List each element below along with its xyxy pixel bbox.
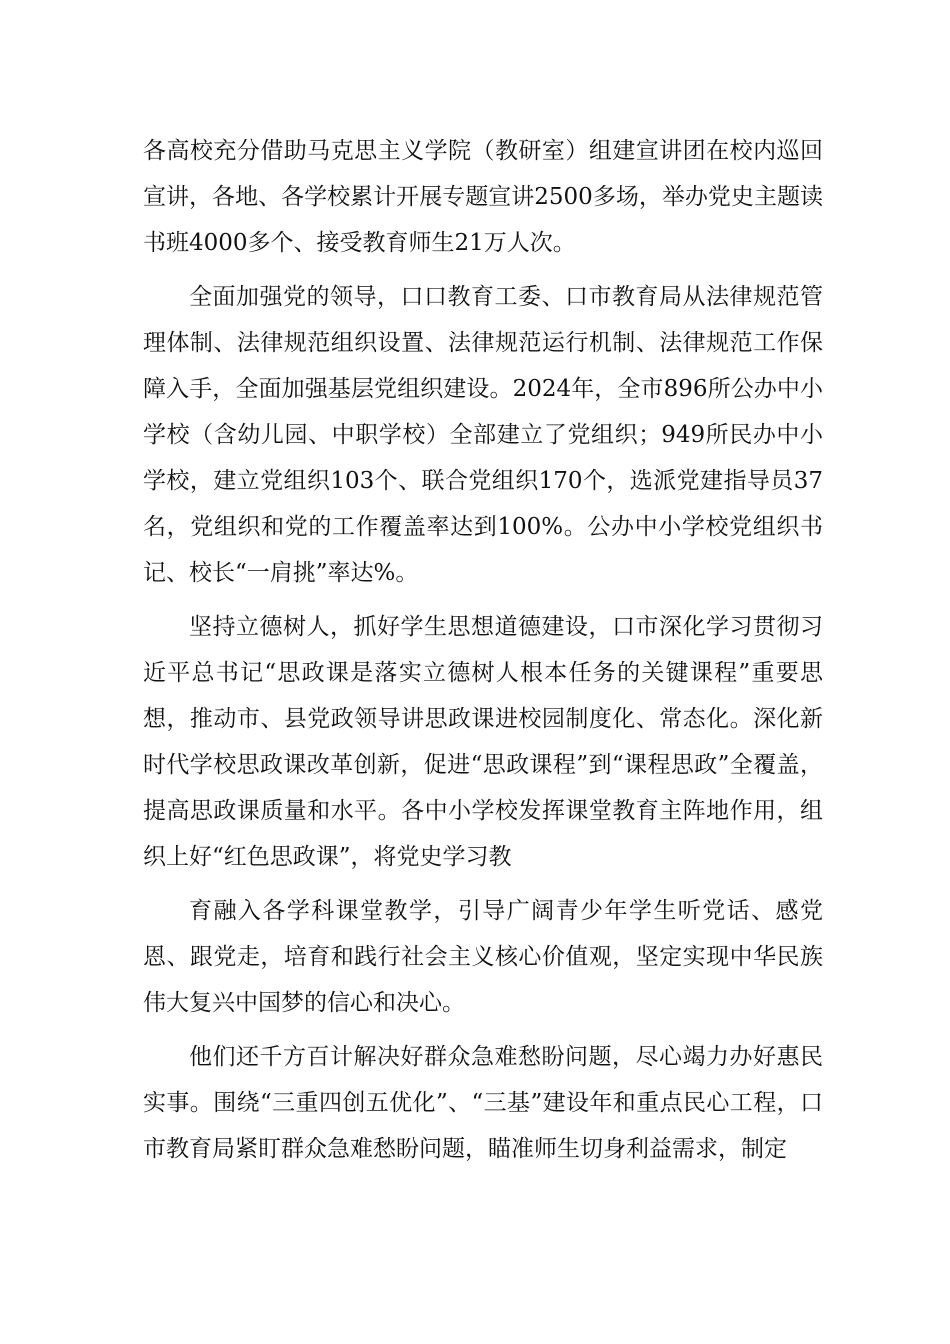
paragraph-4: 育融入各学科课堂教学，引导广阔青少年学生听党话、感党恩、跟党走，培育和践行社会主义核心价值观，坚定实现中华民族伟大复兴中国梦的信心和决心。: [143, 898, 823, 1016]
paragraph-1: 各高校充分借助马克思主义学院（教研室）组建宣讲团在校内巡回宣讲，各地、各学校累计开展专题宣讲2500多场，举办党史主题读书班4000多个、接受教育师生21万人次。: [143, 138, 823, 256]
paragraph-2: 全面加强党的领导，口口教育工委、口市教育局从法律规范管理体制、法律规范组织设置、法律规范运行机制、法律规范工作保障入手，全面加强基层党组织建设。2024年，全市896所公办中小学校（含幼儿园、中职学校）全部建立了党组织；949所民办中小学校，建立党组织103个、联合党组织170个，选派党建指导员37名，党组织和党的工作覆盖率达到100%。公办中小学校党组织书记、校长“一肩挑”率达%。: [143, 284, 823, 586]
paragraph-3: 坚持立德树人，抓好学生思想道德建设，口市深化学习贯彻习近平总书记“思政课是落实立德树人根本任务的关键课程”重要思想，推动市、县党政领导讲思政课进校园制度化、常态化。深化新时代学校思政课改革创新，促进“思政课程”到“课程思政”全覆盖，提高思政课质量和水平。各中小学校发挥课堂教育主阵地作用，组织上好“红色思政课”，将党史学习教: [143, 614, 823, 870]
document-body: [143, 128, 823, 1180]
paragraph-5: 他们还千方百计解决好群众急难愁盼问题，尽心竭力办好惠民实事。围绕“三重四创五优化”、“三基”建设年和重点民心工程，口市教育局紧盯群众急难愁盼问题，瞄准师生切身利益需求，制定: [143, 1044, 823, 1162]
